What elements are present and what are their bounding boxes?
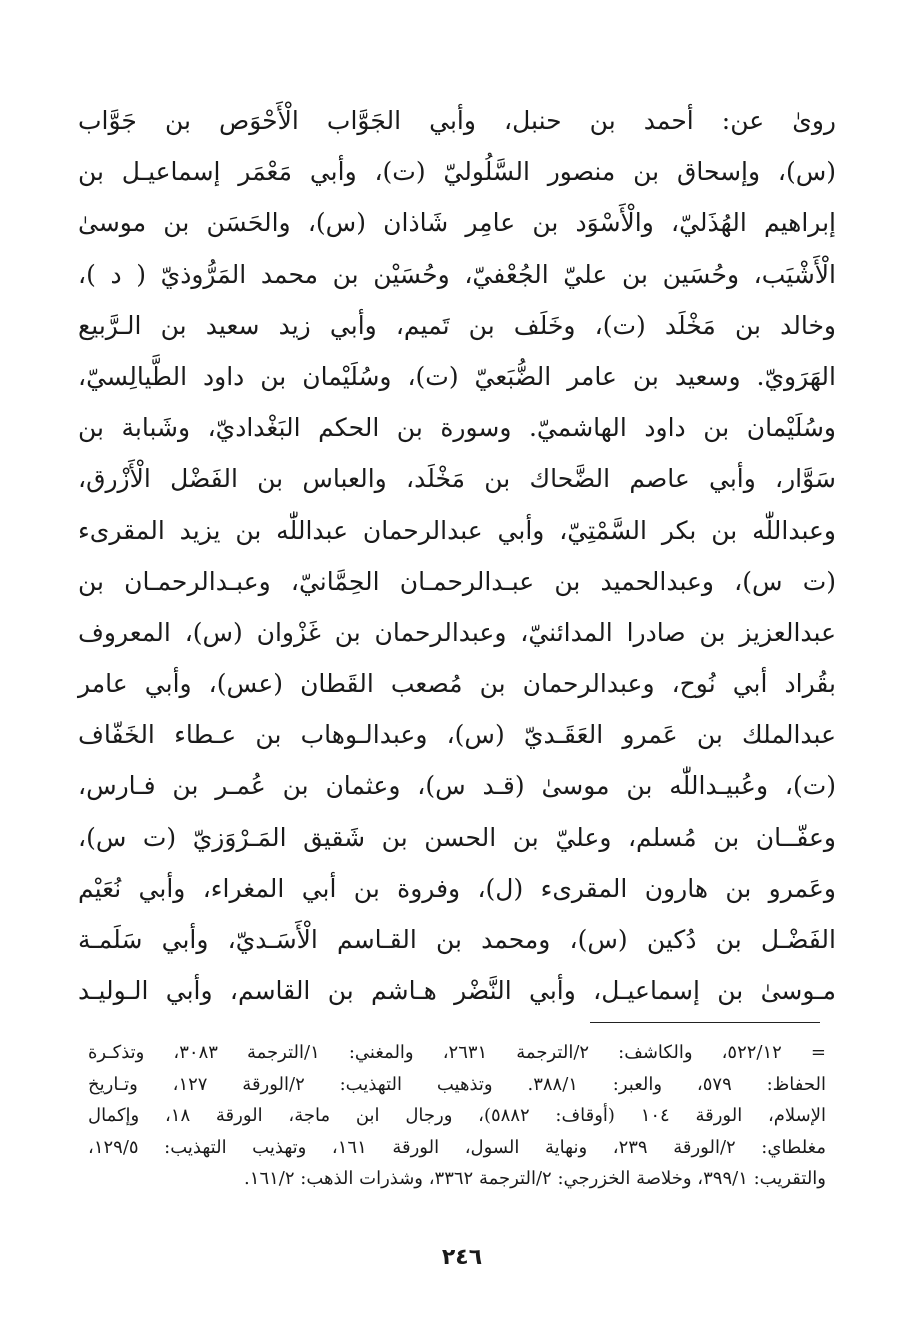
- text-line: عبدالعزيز بن صادرا المدائنيّ، وعبدالرحمان بن غَزْوان (س)، المعروف: [78, 617, 836, 647]
- text-line: الْأَشْيَب، وحُسَين بن عليّ الجُعْفيّ، وحُسَيْن بن محمد المَرُّوذيّ ( د )،: [78, 259, 836, 289]
- main-text-block: [78, 95, 836, 1016]
- text-line: وعَمرو بن هارون المقرىء (ل)، وفروة بن أبي المغراء، وأبي نُعَيْم: [78, 873, 836, 903]
- text-line: إبراهيم الهُذَليّ، والْأَسْوَد بن عامِر شَاذان (س)، والحَسَن بن موسىٰ: [78, 208, 836, 238]
- footnote-line: والتقريب: ٣٩٩/١، وخلاصة الخزرجي: ٢/الترجمة ٣٣٦٢، وشذرات الذهب: ١٦١/٢.: [244, 1168, 826, 1189]
- text-line: وسُلَيْمان بن داود الهاشميّ. وسورة بن الحكم البَغْداديّ، وشَبابة بن: [78, 413, 836, 443]
- footnote-line: الإسلام، الورقة ١٠٤ (أوقاف: ٥٨٨٢)، ورجال ابن ماجة، الورقة ١٨، وإكمال: [88, 1105, 827, 1126]
- text-line: الفَضْـل بن دُكين (س)، ومحمد بن القـاسم الْأَسَـديّ، وأبي سَلَمـة: [78, 925, 836, 954]
- text-line: الهَرَويّ. وسعيد بن عامر الضُّبَعيّ (ت)، وسُلَيْمان بن داود الطَّيالِسيّ،: [78, 361, 836, 391]
- text-line: روىٰ عن: أحمد بن حنبل، وأبي الجَوَّاب الْأَحْوَص بن جَوَّاب: [78, 106, 836, 135]
- text-line: (س)، وإسحاق بن منصور السَّلُوليّ (ت)، وأبي مَعْمَر إسماعيـل بن: [78, 157, 836, 187]
- footnote-line: الحفاظ: ٥٧٩، والعبر: ٣٨٨/١. وتذهيب التهذيب: ٢/الورقة ١٢٧، وتـاريخ: [88, 1073, 826, 1095]
- text-line: وعبداللّٰه بن بكر السَّمْتِيّ، وأبي عبدالرحمان عبداللّٰه بن يزيد المقرىء: [78, 515, 836, 545]
- text-line: (ت)، وعُبيـداللّٰه بن موسىٰ (قـد س)، وعثمان بن عُمـر بن فـارس،: [78, 771, 836, 801]
- text-line: وعفّــان بن مُسلم، وعليّ بن الحسن بن شَقيق المَـرْوَزيّ (ت س)،: [78, 822, 836, 852]
- footnote-line: = ٥٢٢/١٢، والكاشف: ٢/الترجمة ٢٦٣١، والمغني: ١/الترجمة ٣٠٨٣، وتذكـرة: [88, 1042, 826, 1063]
- text-line: عبدالملك بن عَمرو العَقَـديّ (س)، وعبدالـوهاب بن عـطاء الخَفّاف: [78, 720, 836, 750]
- text-line: وخالد بن مَخْلَد (ت)، وخَلَف بن تَميم، وأبي زيد سعيد بن الـرَّبيع: [78, 310, 836, 340]
- text-line: بقُراد أبي نُوح، وعبدالرحمان بن مُصعب القَطان (عس)، وأبي عامر: [78, 669, 836, 699]
- text-line: (ت س)، وعبدالحميد بن عبـدالرحمـان الحِمَّانيّ، وعبـدالرحمـان بن: [78, 566, 836, 596]
- footnote-line: مغلطاي: ٢/الورقة ٢٣٩، ونهاية السول، الورقة ١٦١، وتهذيب التهذيب: ١٢٩/٥،: [88, 1136, 826, 1158]
- text-line: سَوَّار، وأبي عاصم الضَّحاك بن مَخْلَد، والعباس بن الفَضْل الْأَزْرق،: [78, 464, 836, 494]
- page-number: ٢٤٦: [441, 1245, 483, 1270]
- footnote-separator: [590, 1022, 820, 1023]
- footnotes-block: [88, 1037, 826, 1195]
- text-line: مـوسىٰ بن إسماعيـل، وأبي النَّضْر هـاشم بن القاسم، وأبي الـوليـد: [78, 976, 836, 1006]
